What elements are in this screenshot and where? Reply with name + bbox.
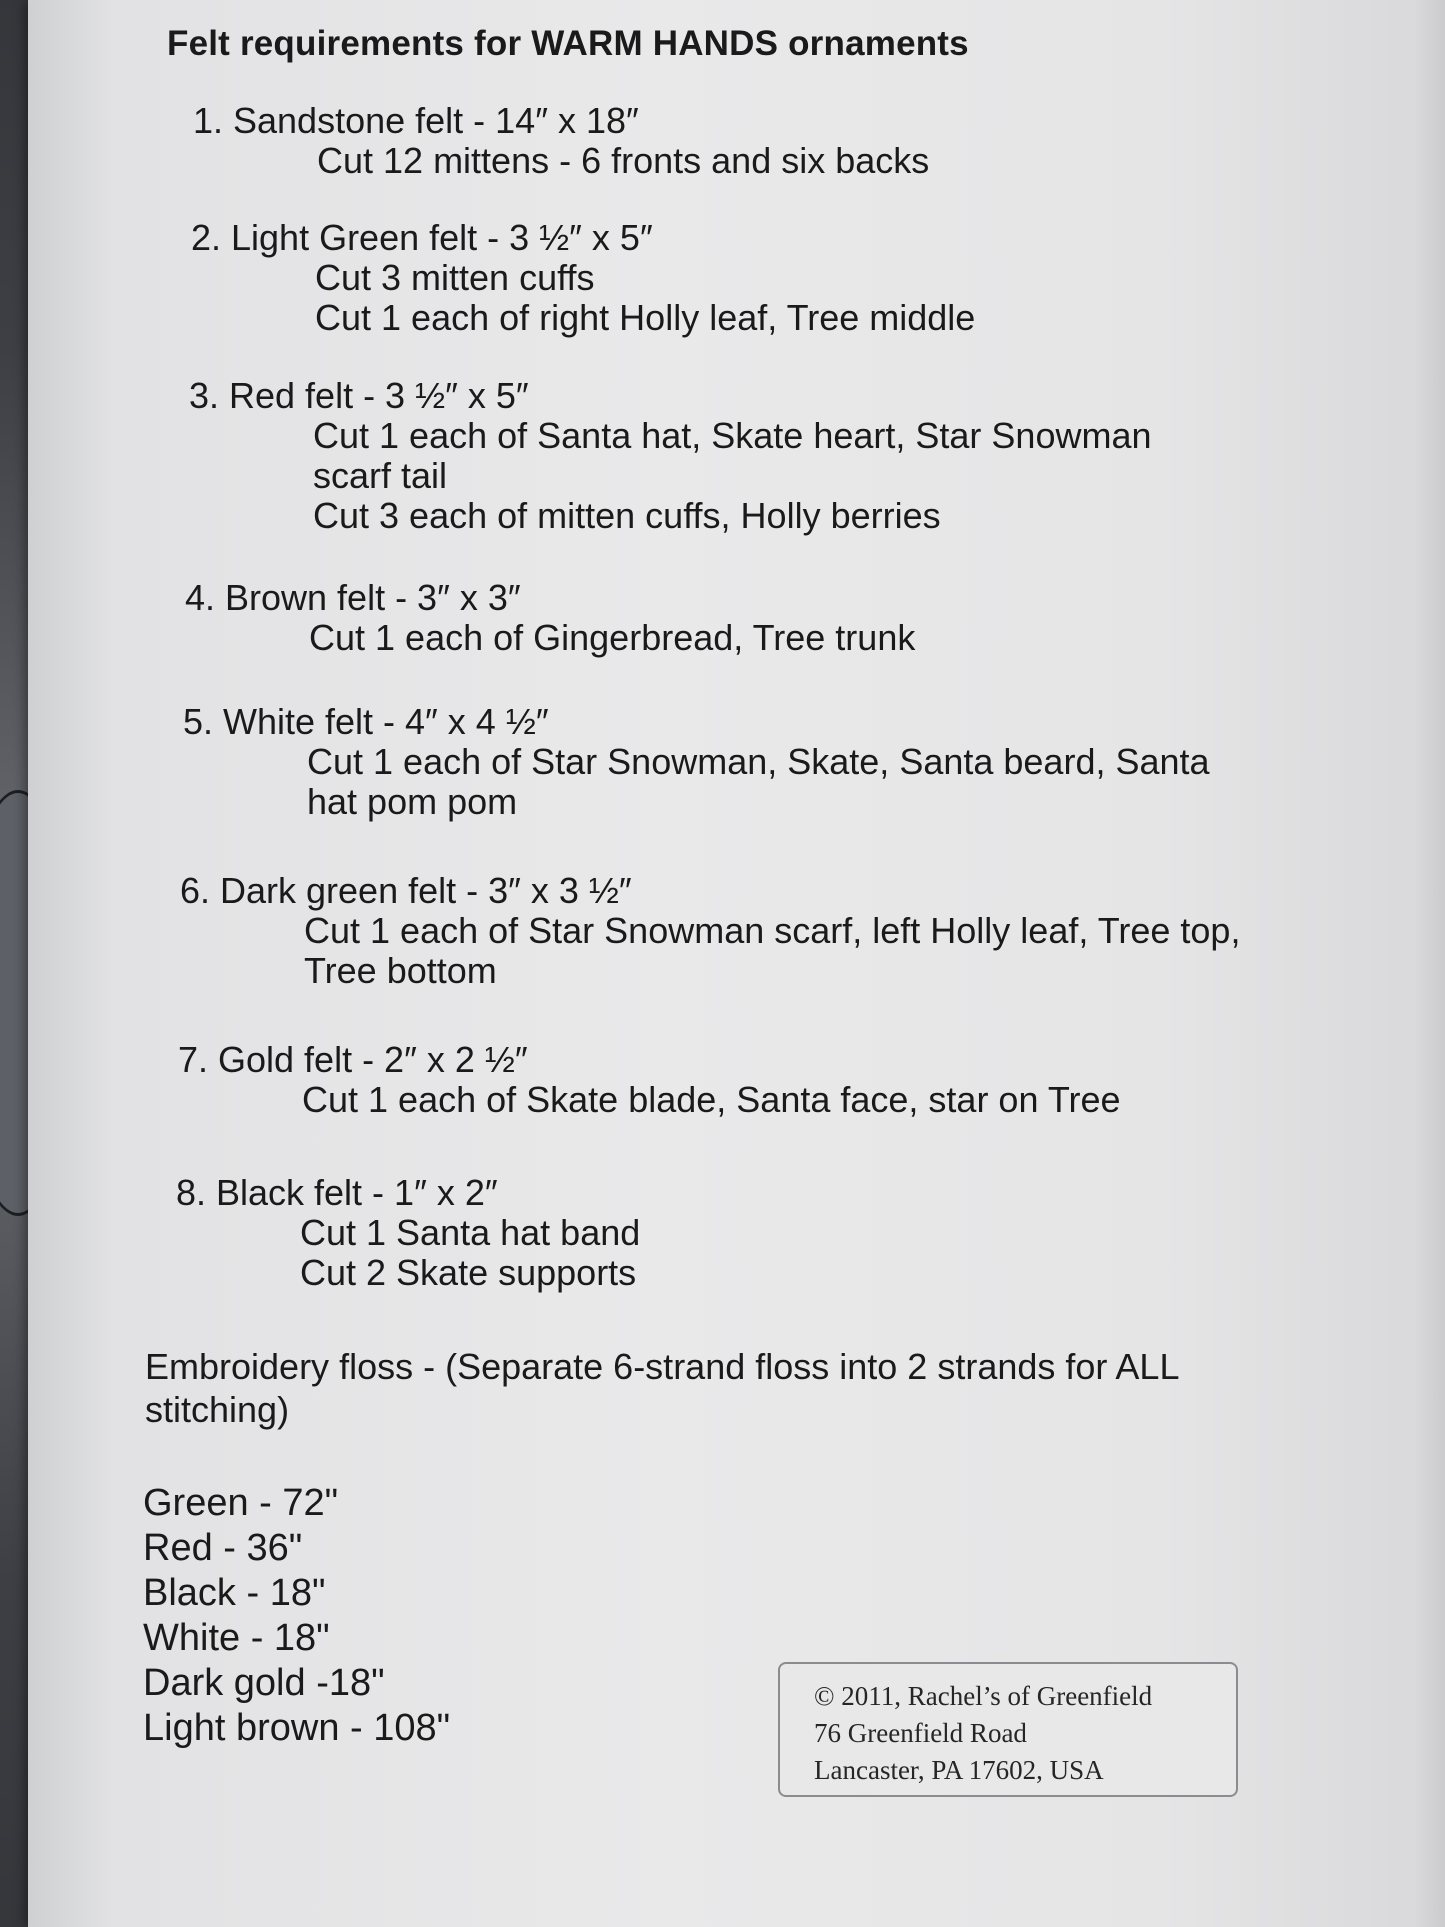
item-detail: Cut 2 Skate supports — [300, 1252, 637, 1293]
item-number: 3. — [189, 375, 220, 416]
address-city: Lancaster, PA 17602, USA — [814, 1755, 1104, 1785]
felt-item-heading — [193, 101, 929, 141]
item-detail: Cut 1 each of right Holly leaf, Tree middle — [315, 297, 976, 338]
felt-item-4 — [185, 578, 915, 658]
item-title: Red felt - 3 ½″ x 5″ — [229, 375, 529, 416]
felt-item-heading — [178, 1040, 1121, 1080]
felt-item-6 — [180, 871, 1240, 991]
felt-item-8 — [176, 1173, 640, 1293]
floss-color-item: White - 18" — [143, 1617, 330, 1659]
felt-item-heading — [185, 578, 915, 618]
floss-color-list — [143, 1481, 450, 1751]
item-title: Gold felt - 2″ x 2 ½″ — [218, 1039, 528, 1080]
item-detail: Cut 12 mittens - 6 fronts and six backs — [317, 140, 930, 181]
felt-item-heading — [180, 871, 1240, 911]
item-number: 4. — [185, 577, 216, 618]
item-title: Brown felt - 3″ x 3″ — [225, 577, 521, 618]
item-number: 8. — [176, 1172, 207, 1213]
floss-color-item: Red - 36" — [143, 1527, 303, 1569]
address-street: 76 Greenfield Road — [814, 1718, 1027, 1748]
felt-item-5 — [183, 702, 1210, 822]
item-detail: Cut 1 each of Star Snowman scarf, left Holly leaf, Tree top, — [304, 910, 1241, 951]
item-title: Sandstone felt - 14″ x 18″ — [233, 100, 639, 141]
item-title: Black felt - 1″ x 2″ — [216, 1172, 498, 1213]
item-detail: Cut 1 each of Skate blade, Santa face, star on Tree — [302, 1079, 1121, 1120]
item-number: 5. — [183, 701, 214, 742]
item-detail: Cut 1 each of Gingerbread, Tree trunk — [309, 617, 916, 658]
copyright-box — [778, 1662, 1238, 1797]
page-title: Felt requirements for WARM HANDS ornaments — [167, 24, 969, 63]
item-detail: Cut 1 Santa hat band — [300, 1212, 641, 1253]
item-number: 2. — [191, 217, 222, 258]
item-detail: Tree bottom — [304, 950, 497, 991]
felt-item-7 — [178, 1040, 1121, 1120]
floss-color-item: Light brown - 108" — [143, 1707, 451, 1749]
floss-intro: Embroidery floss - (Separate 6-strand floss into 2 strands for ALL stitching) — [145, 1346, 1179, 1430]
item-title: Light Green felt - 3 ½″ x 5″ — [231, 217, 653, 258]
item-title: Dark green felt - 3″ x 3 ½″ — [220, 870, 632, 911]
felt-item-heading — [183, 702, 1210, 742]
item-detail: Cut 1 each of Santa hat, Skate heart, Star Snowman — [313, 415, 1152, 456]
item-number: 6. — [180, 870, 211, 911]
floss-color-item: Dark gold -18" — [143, 1662, 385, 1704]
felt-item-2 — [191, 218, 975, 338]
copyright-line: © 2011, Rachel’s of Greenfield — [814, 1681, 1153, 1711]
felt-item-heading — [189, 376, 1152, 416]
felt-item-3 — [189, 376, 1152, 536]
item-detail: Cut 3 each of mitten cuffs, Holly berries — [313, 495, 941, 536]
felt-item-heading — [176, 1173, 640, 1213]
felt-item-1 — [193, 101, 929, 181]
felt-item-heading — [191, 218, 975, 258]
item-number: 7. — [178, 1039, 209, 1080]
item-detail: Cut 1 each of Star Snowman, Skate, Santa beard, Santa — [307, 741, 1210, 782]
item-number: 1. — [193, 100, 224, 141]
item-detail: scarf tail — [313, 455, 448, 496]
item-detail: Cut 3 mitten cuffs — [315, 257, 595, 298]
item-title: White felt - 4″ x 4 ½″ — [223, 701, 549, 742]
floss-color-item: Green - 72" — [143, 1482, 339, 1524]
item-detail: hat pom pom — [307, 781, 518, 822]
floss-color-item: Black - 18" — [143, 1572, 326, 1614]
